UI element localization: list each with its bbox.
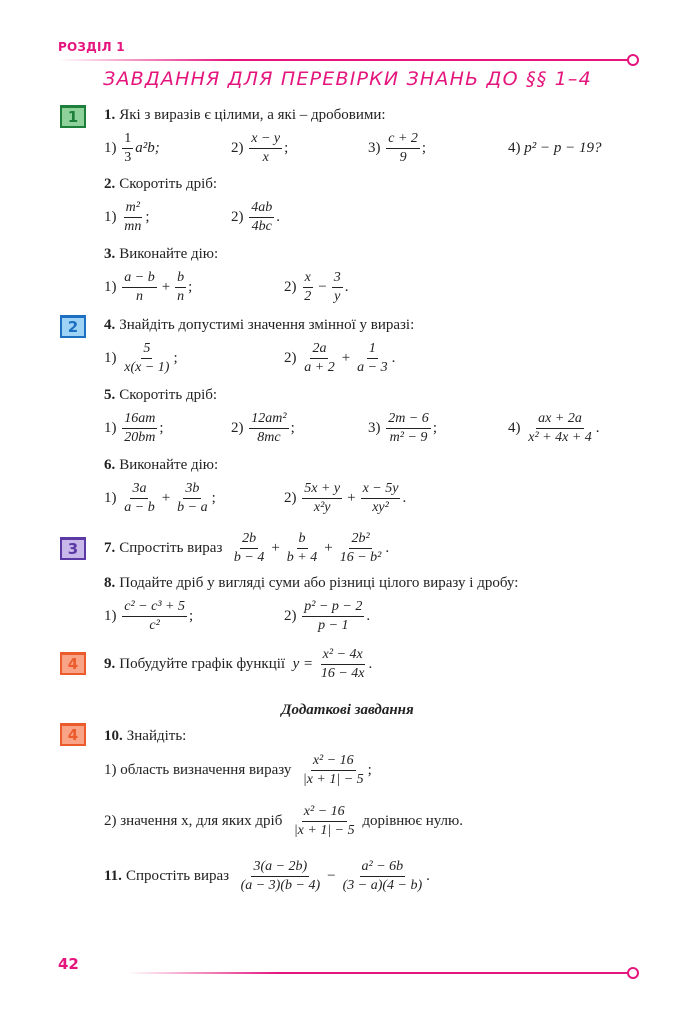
task-5-item-3 — [368, 410, 437, 447]
math-text: 3a — [130, 480, 148, 499]
math-text: x − 5y — [361, 480, 401, 499]
fraction — [386, 410, 431, 447]
math-text: 16 − 4x — [320, 666, 365, 681]
task-10-heading — [104, 728, 186, 745]
math-text: 5x + y — [302, 480, 342, 499]
math-text: x — [262, 150, 269, 165]
task-10-item-2 — [104, 803, 463, 840]
math-text: + — [161, 490, 171, 506]
math-text: 2) значення x, для яких дріб — [104, 813, 283, 829]
math-text: 4ab — [249, 199, 274, 218]
math-text: a − b — [124, 500, 155, 515]
math-text: Які з виразів є цілими, а які – дробовими: — [119, 107, 386, 123]
math-text: 1) — [104, 490, 117, 506]
math-text: ax + 2a — [536, 410, 584, 429]
math-text: ; — [421, 140, 427, 156]
math-text: n — [177, 289, 185, 304]
math-text: 1) — [104, 209, 117, 225]
fraction — [122, 598, 187, 635]
task-6-heading — [104, 457, 218, 474]
math-text: 1) — [104, 350, 117, 366]
math-text: 8. — [104, 575, 116, 591]
task-6-item-2 — [284, 480, 406, 517]
math-text: 2m − 6 — [386, 410, 431, 429]
task-8-item-1 — [104, 598, 193, 635]
math-text: 2 — [304, 289, 312, 304]
fraction — [319, 646, 367, 683]
math-text: b — [175, 269, 186, 288]
math-text: Знайдіть: — [126, 728, 187, 744]
math-text: a + 2 — [304, 360, 335, 375]
fraction — [301, 752, 366, 789]
math-text: 4) — [508, 420, 521, 436]
math-text: ; — [290, 420, 295, 436]
math-text: Спростіть вираз — [125, 868, 230, 884]
header-rule-end — [627, 54, 639, 66]
math-text: ; — [211, 490, 216, 506]
task-4-item-2 — [284, 340, 395, 377]
math-text: n — [135, 289, 143, 304]
fraction — [285, 530, 319, 567]
math-text: 9. — [104, 656, 116, 672]
math-text: ; — [367, 762, 372, 778]
math-text: 5. — [104, 387, 116, 403]
math-text: 2b — [240, 530, 258, 549]
math-text: 1) — [104, 140, 117, 156]
math-text: 1 — [367, 340, 378, 359]
fraction — [302, 598, 364, 635]
fraction — [175, 269, 186, 306]
task-11 — [104, 858, 430, 895]
fraction — [292, 803, 357, 840]
fraction — [122, 410, 157, 447]
fraction — [122, 480, 156, 517]
math-text: 9 — [399, 150, 407, 165]
task-3-heading — [104, 246, 218, 263]
math-text: 7. — [104, 540, 116, 556]
footer-rule-end — [627, 967, 639, 979]
task-9 — [104, 646, 372, 683]
fraction — [332, 269, 343, 306]
math-text: b + 4 — [286, 550, 318, 565]
task-1-item-4 — [508, 140, 602, 157]
footer-rule — [128, 972, 628, 974]
task-1-item-2 — [231, 130, 288, 167]
math-text: xy² — [372, 500, 389, 515]
math-text: . — [276, 209, 280, 225]
math-text: + — [324, 540, 333, 556]
fraction — [175, 480, 209, 517]
math-text: x² − 16 — [302, 803, 347, 822]
fraction — [526, 410, 594, 447]
math-text: ; — [284, 140, 289, 156]
task-7 — [104, 530, 389, 567]
fraction — [355, 340, 389, 377]
math-text: y — [334, 289, 341, 304]
math-text: 8mc — [257, 430, 281, 445]
math-text: x — [303, 269, 313, 288]
math-text: 16am — [122, 410, 157, 429]
fraction — [249, 410, 288, 447]
task-3-item-2 — [284, 269, 348, 306]
math-text: . — [368, 656, 373, 672]
page-number: 42 — [58, 955, 79, 973]
task-1-item-3 — [368, 130, 426, 167]
section-label: РОЗДІЛ 1 — [58, 40, 125, 54]
math-text: 2) — [284, 350, 297, 366]
math-text: 2b² — [349, 530, 371, 549]
math-text: . — [366, 608, 371, 624]
math-text: 1. — [104, 107, 116, 123]
fraction — [249, 199, 274, 236]
math-text: 3 — [124, 150, 132, 165]
fraction — [122, 269, 156, 306]
math-text: 3b — [183, 480, 201, 499]
math-text: c² — [149, 618, 160, 633]
math-text: 1) — [104, 608, 117, 624]
math-text: 3(a − 2b) — [251, 858, 309, 877]
math-text: Виконайте дію: — [119, 457, 219, 473]
level-badge-1: 1 — [60, 105, 86, 128]
math-text: y = — [292, 656, 314, 672]
math-text: 2) — [284, 279, 297, 295]
task-5-item-4 — [508, 410, 600, 447]
math-text: c + 2 — [386, 130, 420, 149]
math-text: x² − 4x — [321, 646, 365, 665]
math-text: . — [344, 279, 349, 295]
math-text: 2) — [231, 140, 244, 156]
math-text: ; — [173, 350, 178, 366]
math-text: m² — [124, 199, 142, 218]
task-2-item-2 — [231, 199, 280, 236]
header-rule — [58, 59, 628, 61]
fraction — [338, 530, 384, 567]
math-text: 11. — [104, 868, 122, 884]
math-text: + — [347, 490, 356, 506]
math-text: Побудуйте графік функції — [119, 656, 286, 672]
math-text: a²b; — [135, 140, 160, 156]
math-text: 3) — [368, 140, 381, 156]
math-text: 4bc — [251, 219, 272, 234]
math-text: . — [385, 540, 390, 556]
level-badge-4-extra: 4 — [60, 723, 86, 746]
math-text: . — [426, 868, 430, 884]
math-text: ; — [188, 279, 193, 295]
math-text: b − 4 — [233, 550, 265, 565]
fraction — [302, 480, 342, 517]
math-text: + — [341, 350, 351, 366]
math-text: 1) — [104, 279, 117, 295]
math-text: 4. — [104, 317, 116, 333]
math-text: x²y — [313, 500, 331, 515]
math-text: ; — [145, 209, 150, 225]
math-text: дорівнює нулю. — [362, 813, 464, 829]
math-text: 2a — [310, 340, 328, 359]
task-6-item-1 — [104, 480, 216, 517]
math-text: 2) — [284, 608, 297, 624]
math-text: x(x − 1) — [124, 360, 170, 375]
task-5-heading — [104, 387, 217, 404]
math-text: + — [271, 540, 280, 556]
task-4-heading — [104, 317, 414, 334]
math-text: 1) — [104, 420, 117, 436]
math-text: . — [595, 420, 600, 436]
task-2-item-1 — [104, 199, 150, 236]
math-text: 16 − b² — [339, 550, 382, 565]
math-text: 5 — [141, 340, 152, 359]
math-text: p² − p − 19? — [524, 140, 602, 156]
math-text: . — [391, 350, 396, 366]
task-8-heading — [104, 575, 518, 592]
math-text: (3 − a)(4 − b) — [342, 878, 423, 893]
task-5-item-1 — [104, 410, 164, 447]
math-text: Спростіть вираз — [119, 540, 223, 556]
fraction — [361, 480, 401, 517]
extra-tasks-title: Додаткові завдання — [281, 702, 414, 718]
math-text: p − 1 — [318, 618, 349, 633]
math-text: Подайте дріб у вигляді суми або різниці цілого виразу і дробу: — [119, 575, 519, 591]
math-text: 10. — [104, 728, 123, 744]
fraction — [249, 130, 282, 167]
math-text: . — [402, 490, 407, 506]
task-1-heading — [104, 107, 386, 124]
task-3-item-1 — [104, 269, 192, 306]
task-8-item-2 — [284, 598, 370, 635]
math-text: m² − 9 — [389, 430, 428, 445]
math-text: |x + 1| − 5 — [302, 772, 364, 787]
math-text: 2. — [104, 176, 116, 192]
task-2-heading — [104, 176, 217, 193]
task-5-item-2 — [231, 410, 295, 447]
page-title: ЗАВДАННЯ ДЛЯ ПЕРЕВІРКИ ЗНАНЬ ДО §§ 1–4 — [103, 68, 592, 90]
math-text: 2) — [231, 209, 244, 225]
math-text: Скоротіть дріб: — [119, 176, 218, 192]
task-10-item-1 — [104, 752, 372, 789]
math-text: 1 — [122, 130, 133, 149]
math-text: Виконайте дію: — [119, 246, 219, 262]
math-text: a² − 6b — [360, 858, 406, 877]
task-1-item-1 — [104, 130, 160, 167]
math-text: ; — [188, 608, 194, 624]
task-4-item-1 — [104, 340, 178, 377]
math-text: 3. — [104, 246, 116, 262]
fraction — [341, 858, 425, 895]
math-text: 20bm — [124, 430, 156, 445]
math-text: b − a — [177, 500, 208, 515]
fraction — [386, 130, 420, 167]
fraction — [232, 530, 266, 567]
fraction — [302, 269, 313, 306]
math-text: 2) — [284, 490, 297, 506]
math-text: ; — [159, 420, 164, 436]
math-text: − — [318, 279, 327, 295]
math-text: a − 3 — [357, 360, 388, 375]
math-text: ; — [432, 420, 437, 436]
level-badge-2: 2 — [60, 315, 86, 338]
math-text: Знайдіть допустимі значення змінної у виразі: — [119, 317, 415, 333]
math-text: 6. — [104, 457, 116, 473]
math-text: x − y — [249, 130, 282, 149]
math-text: 4) — [508, 140, 521, 156]
math-text: 12am² — [249, 410, 288, 429]
math-text: x² + 4x + 4 — [528, 430, 592, 445]
fraction — [122, 199, 143, 236]
fraction — [122, 340, 171, 377]
fraction — [302, 340, 336, 377]
math-text: − — [327, 868, 336, 884]
math-text: Скоротіть дріб: — [119, 387, 218, 403]
level-badge-4: 4 — [60, 652, 86, 675]
math-text: b — [297, 530, 308, 549]
math-text: (a − 3)(b − 4) — [240, 878, 321, 893]
level-badge-3: 3 — [60, 537, 86, 560]
math-text: 3 — [332, 269, 343, 288]
math-text: 3) — [368, 420, 381, 436]
fraction — [122, 130, 133, 167]
math-text: p² − p − 2 — [302, 598, 364, 617]
fraction — [239, 858, 323, 895]
math-text: |x + 1| − 5 — [293, 823, 355, 838]
math-text: 2) — [231, 420, 244, 436]
math-text: c² − c³ + 5 — [122, 598, 187, 617]
math-text: a − b — [122, 269, 156, 288]
math-text: x² − 16 — [311, 752, 356, 771]
math-text: + — [161, 279, 171, 295]
math-text: mn — [124, 219, 142, 234]
math-text: 1) область визначення виразу — [104, 762, 292, 778]
